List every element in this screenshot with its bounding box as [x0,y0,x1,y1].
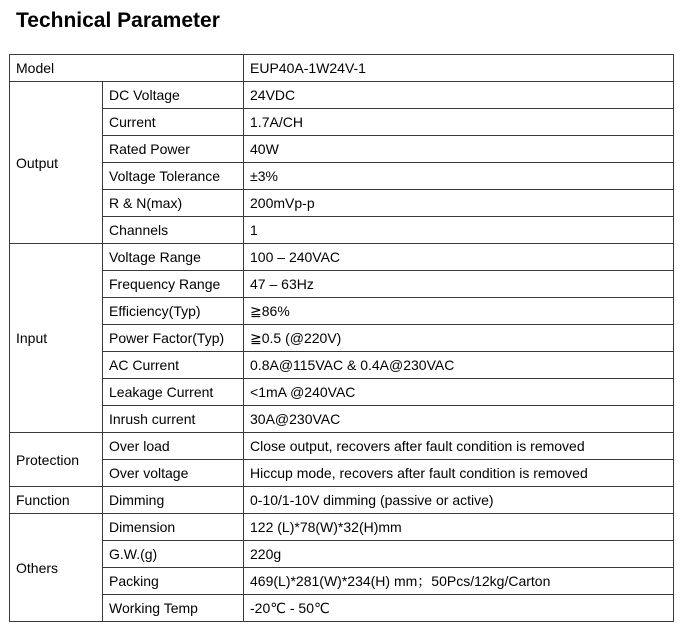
param-value: 0-10/1-10V dimming (passive or active) [244,487,674,514]
param-value: 24VDC [244,82,674,109]
table-row [10,136,674,163]
param-value: -20℃ - 50℃ [244,595,674,622]
param-label: Frequency Range [103,271,244,298]
table-row [10,271,674,298]
technical-parameter-table [9,54,674,622]
param-label: R & N(max) [103,190,244,217]
param-value: ≧86% [244,298,674,325]
param-label: Leakage Current [103,379,244,406]
param-label: Rated Power [103,136,244,163]
table-row [10,568,674,595]
group-label-others: Others [10,514,103,622]
param-label: G.W.(g) [103,541,244,568]
table-row [10,163,674,190]
param-label: Channels [103,217,244,244]
param-label: Packing [103,568,244,595]
table-row [10,217,674,244]
group-label-input: Input [10,244,103,433]
param-value: 1.7A/CH [244,109,674,136]
model-label: Model [10,55,244,82]
param-value: 469(L)*281(W)*234(H) mm；50Pcs/12kg/Carton [244,568,674,595]
param-label: DC Voltage [103,82,244,109]
param-label: Inrush current [103,406,244,433]
param-label: Voltage Tolerance [103,163,244,190]
param-label: Over load [103,433,244,460]
param-value: Hiccup mode, recovers after fault condition is removed [244,460,674,487]
table-row [10,406,674,433]
param-value: 30A@230VAC [244,406,674,433]
param-label: Efficiency(Typ) [103,298,244,325]
table-row [10,595,674,622]
page-title: Technical Parameter [16,9,220,32]
group-label-output: Output [10,82,103,244]
param-value: Close output, recovers after fault condition is removed [244,433,674,460]
table-row [10,82,674,109]
table-row [10,244,674,271]
table-row [10,298,674,325]
param-value: 220g [244,541,674,568]
param-label: AC Current [103,352,244,379]
group-label-protection: Protection [10,433,103,487]
param-value: 122 (L)*78(W)*32(H)mm [244,514,674,541]
param-label: Dimming [103,487,244,514]
param-label: Voltage Range [103,244,244,271]
param-label: Power Factor(Typ) [103,325,244,352]
param-label: Working Temp [103,595,244,622]
table-row [10,514,674,541]
table-row [10,109,674,136]
table-row [10,487,674,514]
param-value: 100 – 240VAC [244,244,674,271]
table-row [10,433,674,460]
param-label: Current [103,109,244,136]
table-row [10,379,674,406]
model-value: EUP40A-1W24V-1 [244,55,674,82]
param-value: 40W [244,136,674,163]
param-value: 47 – 63Hz [244,271,674,298]
param-label: Over voltage [103,460,244,487]
group-label-function: Function [10,487,103,514]
param-value: ±3% [244,163,674,190]
param-value: 200mVp-p [244,190,674,217]
table-row [10,190,674,217]
table-row [10,325,674,352]
param-value: 1 [244,217,674,244]
table-row-model [10,55,674,82]
param-label: Dimension [103,514,244,541]
table-row [10,460,674,487]
param-value: 0.8A@115VAC & 0.4A@230VAC [244,352,674,379]
param-value: <1mA @240VAC [244,379,674,406]
table-row [10,352,674,379]
param-value: ≧0.5 (@220V) [244,325,674,352]
table-row [10,541,674,568]
